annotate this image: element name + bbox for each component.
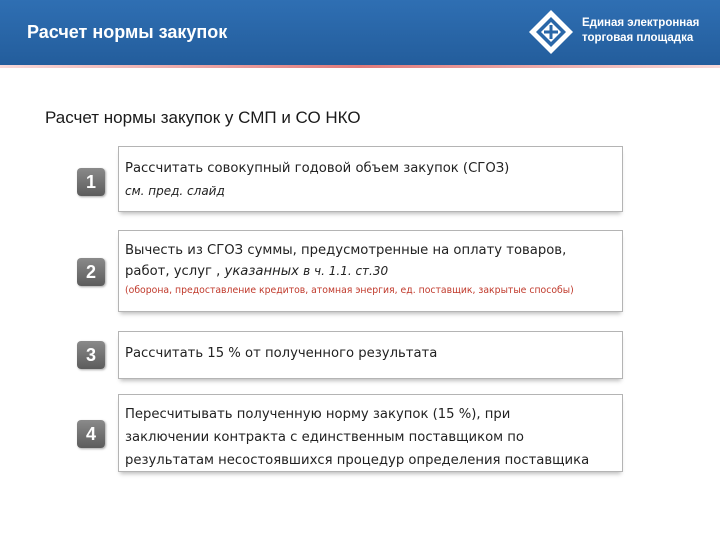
step-4-box xyxy=(118,394,623,472)
logo-text-line2: торговая площадка xyxy=(582,32,694,44)
step-1-note: см. пред. слайд xyxy=(125,184,225,198)
step-3-box xyxy=(118,331,623,379)
logo-icon xyxy=(527,8,575,56)
step-4-text-line3: результатам несостоявшихся процедур определения поставщика xyxy=(125,453,590,468)
page-title: Расчет нормы закупок xyxy=(27,22,228,42)
header-divider xyxy=(0,65,720,68)
step-1-text: Рассчитать совокупный годовой объем закупок (СГОЗ) xyxy=(125,161,510,176)
step-1-box xyxy=(118,146,623,212)
logo-text-line1: Единая электронная xyxy=(582,17,700,29)
step-2-text-italic: указанных xyxy=(224,264,299,279)
step-2-text-line2 xyxy=(125,264,622,279)
step-2-text-ref: в ч. 1.1. ст.30 xyxy=(303,264,389,278)
step-4-badge: 4 xyxy=(77,420,105,448)
step-2-note: (оборона, предоставление кредитов, атомная энергия, ед. поставщик, закрытые способы) xyxy=(125,285,574,296)
step-2-badge: 2 xyxy=(77,258,105,286)
step-3-text: Рассчитать 15 % от полученного результата xyxy=(125,346,438,361)
logo-text xyxy=(582,16,699,46)
step-3-badge: 3 xyxy=(77,341,105,369)
step-4-text-line2: заключении контракта с единственным поставщиком по xyxy=(125,430,524,445)
step-2-text-start: работ, услуг , xyxy=(125,264,221,279)
slide-subtitle: Расчет нормы закупок у СМП и СО НКО xyxy=(45,108,361,127)
step-2-text-line1: Вычесть из СГОЗ суммы, предусмотренные на оплату товаров, xyxy=(125,243,567,258)
step-2-box xyxy=(118,230,623,312)
header-bar xyxy=(0,0,720,65)
step-4-text-line1: Пересчитывать полученную норму закупок (15 %), при xyxy=(125,407,511,422)
step-1-badge: 1 xyxy=(77,168,105,196)
